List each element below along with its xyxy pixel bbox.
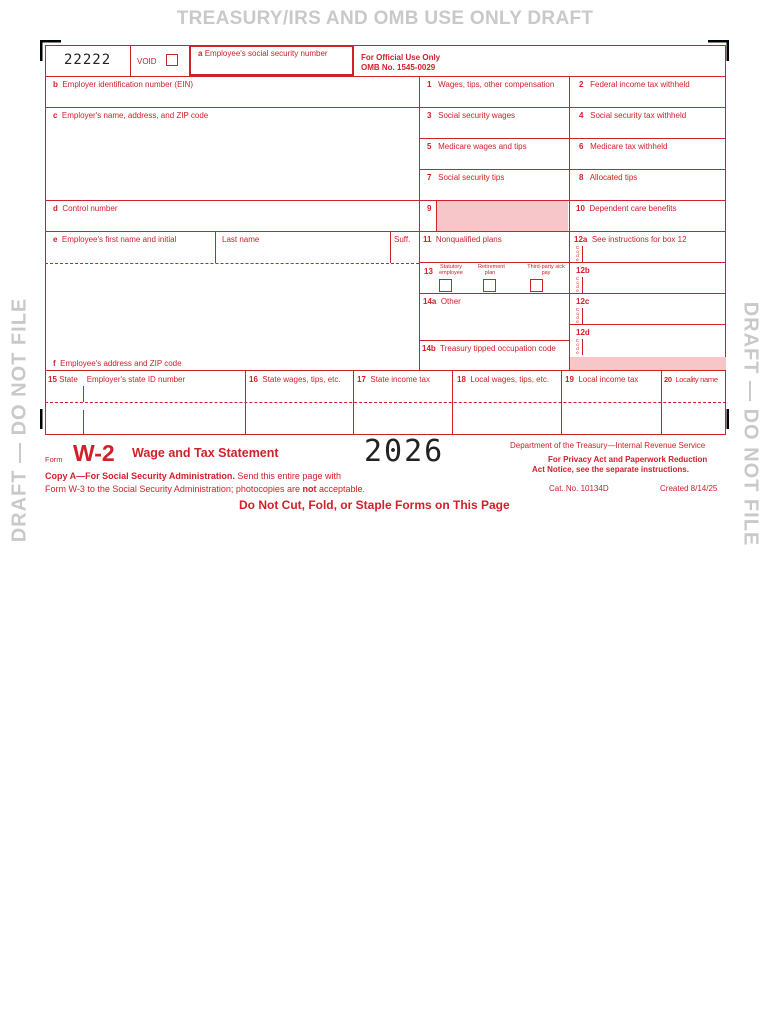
box-7-label: 7 Social security tips <box>427 173 505 182</box>
box-1-field[interactable] <box>420 91 568 106</box>
draft-watermark-right: DRAFT — DO NOT FILE <box>739 301 762 547</box>
box-12b-field[interactable] <box>584 277 725 292</box>
do-not-cut-notice: Do Not Cut, Fold, or Staple Forms on This Page <box>239 498 510 512</box>
state-id-field-2[interactable] <box>84 404 244 434</box>
box-7-field[interactable] <box>420 184 568 199</box>
box-12b-label: 12b <box>576 266 590 275</box>
box-14a-field[interactable] <box>420 308 568 339</box>
box-d-label: d Control number <box>53 204 118 213</box>
box-12c-code-d: d <box>576 315 579 320</box>
employer-name-address-field[interactable] <box>46 122 418 199</box>
box-12d-code-o: o <box>576 342 579 347</box>
form-code: 22222 <box>64 52 112 68</box>
box-12a-code-d: d <box>576 253 579 258</box>
box-14b-label: 14b Treasury tipped occupation code <box>422 344 556 353</box>
form-title: Wage and Tax Statement <box>132 446 279 460</box>
draft-watermark-left: DRAFT — DO NOT FILE <box>8 297 31 543</box>
copy-a-line-2: Form W-3 to the Social Security Administration; photocopies are not acceptable. <box>45 484 366 494</box>
box-12c-code-e: e <box>576 319 579 324</box>
box-12b-code-c: C <box>575 276 580 281</box>
locality-field-1[interactable] <box>662 386 725 401</box>
box-12d-code-d: d <box>576 346 579 351</box>
box-f-label: f Employee's address and ZIP code <box>53 359 182 368</box>
irs-department: Department of the Treasury—Internal Revenue Service <box>510 441 706 450</box>
employee-first-name-field[interactable] <box>46 246 214 262</box>
box-12d-label: 12d <box>576 328 590 337</box>
box-12a-label: 12a See instructions for box 12 <box>574 235 687 244</box>
state-id-field-1[interactable] <box>84 386 244 401</box>
box-c-label: c Employer's name, address, and ZIP code <box>53 111 209 120</box>
box-20-label: 20 Locality name <box>664 375 718 384</box>
box-12a-code-o: o <box>576 249 579 254</box>
state-field-1[interactable] <box>46 386 82 401</box>
box-12a-field[interactable] <box>584 246 725 261</box>
box-9-shade <box>436 201 568 231</box>
control-number-field[interactable] <box>46 215 418 230</box>
box-4-label: 4 Social security tax withheld <box>579 111 687 120</box>
box-5-label: 5 Medicare wages and tips <box>427 142 527 151</box>
box-11-label: 11 Nonqualified plans <box>423 235 502 244</box>
privacy-notice-line-2: Act Notice, see the separate instructions. <box>532 465 689 474</box>
ssn-label: a Employee's social security number <box>198 49 328 58</box>
state-tax-field-1[interactable] <box>354 386 451 401</box>
box-6-field[interactable] <box>570 153 725 168</box>
official-use-label: For Official Use Only <box>361 53 441 62</box>
tax-year: 2026 <box>364 434 445 469</box>
box-2-label: 2 Federal income tax withheld <box>579 80 690 89</box>
box-18-label: 18 Local wages, tips, etc. <box>457 375 550 384</box>
box-8-field[interactable] <box>570 184 725 199</box>
form-name-w2: W-2 <box>73 440 115 466</box>
box-12b-code-d: d <box>576 284 579 289</box>
box-10-label: 10 Dependent care benefits <box>576 204 677 213</box>
void-checkbox[interactable] <box>166 54 178 66</box>
box-4-field[interactable] <box>570 122 725 137</box>
box-2-field[interactable] <box>570 91 725 106</box>
third-party-sick-pay-label: Third-party sick pay <box>527 264 565 276</box>
void-label: VOID <box>137 57 157 66</box>
employee-address-field[interactable] <box>46 265 418 357</box>
box-12b-code-e: e <box>576 288 579 293</box>
copy-a-line-1: Copy A—For Social Security Administration. Send this entire page with <box>45 471 341 481</box>
box-11-field[interactable] <box>420 246 568 261</box>
box-b-label: b Employer identification number (EIN) <box>53 80 194 89</box>
box-12d-field[interactable] <box>584 339 725 354</box>
employee-suffix-field[interactable] <box>391 246 418 262</box>
box-5-field[interactable] <box>420 153 568 168</box>
box-9-label: 9 <box>427 204 432 213</box>
statutory-employee-label: Statutory employee <box>439 264 463 276</box>
local-tax-field-1[interactable] <box>562 386 660 401</box>
box-12d-code-c: C <box>575 338 580 343</box>
box-3-field[interactable] <box>420 122 568 137</box>
form-word: Form <box>45 455 63 464</box>
statutory-employee-checkbox[interactable] <box>439 279 452 292</box>
box-13-label: 13 <box>424 267 433 276</box>
box-6-label: 6 Medicare tax withheld <box>579 142 668 151</box>
retirement-plan-label: Retirement plan <box>478 264 505 276</box>
box-15-label: 15 State Employer's state ID number <box>48 375 186 384</box>
box-12b-code-o: o <box>576 280 579 285</box>
box-12c-label: 12c <box>576 297 590 306</box>
third-party-sick-pay-checkbox[interactable] <box>530 279 543 292</box>
catalog-number: Cat. No. 10134D <box>549 484 609 493</box>
box-14a-label: 14a Other <box>423 297 461 306</box>
box-12a-code-e: e <box>576 257 579 262</box>
box-14b-shade <box>570 357 726 370</box>
box-12c-code-c: C <box>575 307 580 312</box>
box-e-suffix-label: Suff. <box>394 235 411 244</box>
draft-watermark-top: TREASURY/IRS AND OMB USE ONLY DRAFT <box>176 8 594 29</box>
employee-last-name-field[interactable] <box>216 246 389 262</box>
box-16-label: 16 State wages, tips, etc. <box>249 375 341 384</box>
box-12c-field[interactable] <box>584 308 725 323</box>
box-19-label: 19 Local income tax <box>565 375 639 384</box>
box-17-label: 17 State income tax <box>357 375 430 384</box>
state-field-2[interactable] <box>46 404 82 434</box>
ein-field[interactable] <box>46 89 418 106</box>
retirement-plan-checkbox[interactable] <box>483 279 496 292</box>
box-10-field[interactable] <box>570 215 725 230</box>
state-wages-field-1[interactable] <box>246 386 352 401</box>
omb-number: OMB No. 1545-0029 <box>361 63 436 72</box>
box-e-last-name-label: Last name <box>222 235 260 244</box>
box-12d-code-e: e <box>576 350 579 355</box>
created-date: Created 8/14/25 <box>660 484 718 493</box>
box-3-label: 3 Social security wages <box>427 111 516 120</box>
box-12a-code-c: C <box>575 245 580 250</box>
box-8-label: 8 Allocated tips <box>579 173 638 182</box>
local-wages-field-1[interactable] <box>453 386 560 401</box>
box-1-label: 1 Wages, tips, other compensation <box>427 80 555 89</box>
box-12c-code-o: o <box>576 311 579 316</box>
privacy-notice-line-1: For Privacy Act and Paperwork Reduction <box>548 455 708 464</box>
box-e-label: e Employee's first name and initial <box>53 235 177 244</box>
